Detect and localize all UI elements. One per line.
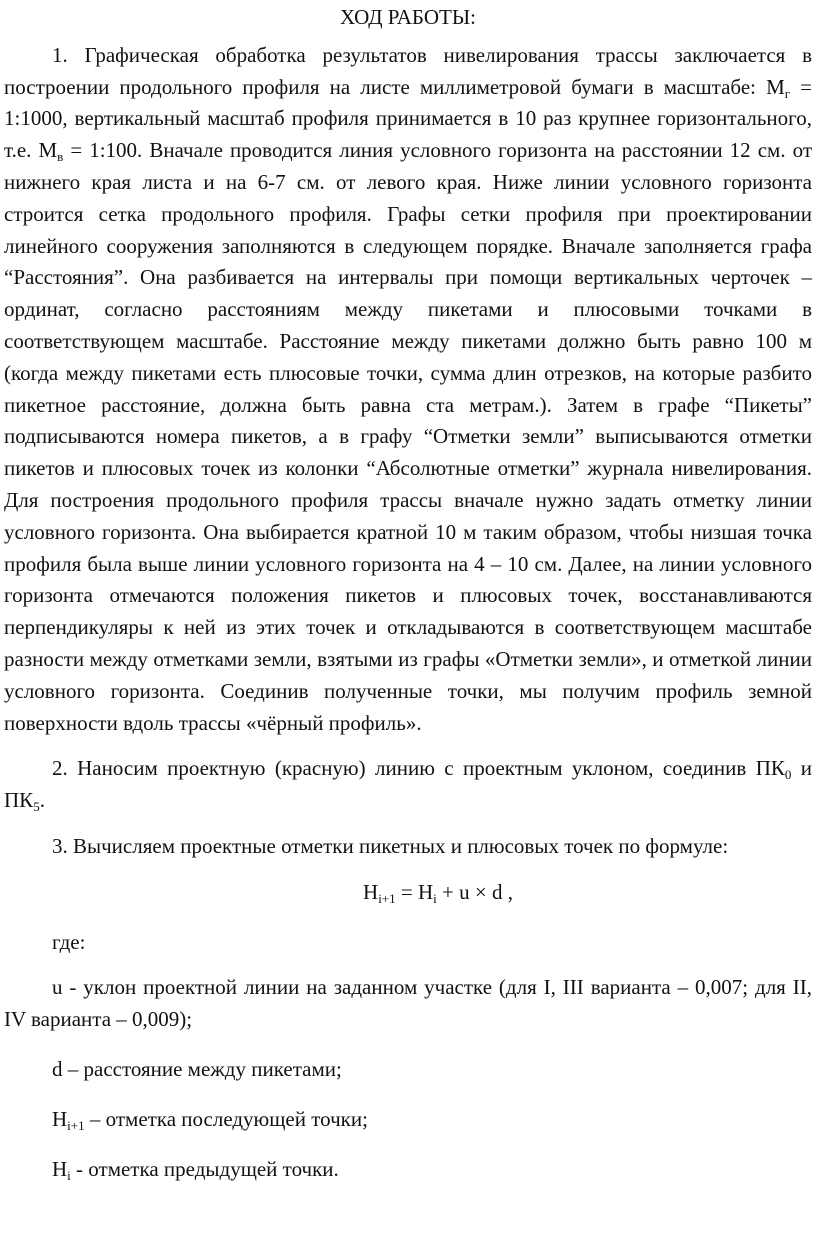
definition-h-prev bbox=[52, 1154, 812, 1186]
p1-text-c: = 1:100. Вначале проводится линия условного горизонта на расстоянии 12 см. от нижнего края листа и на 6-7 см. от левого края. Ниже линии условного горизонта строится сетка продольного профиля. Графы сетки профиля при проектировании линейного сооружения заполняются в следующем порядке. Вначале заполняется графа “Расстояния”. Она разбивается на интервалы при помощи вертикальных черточек – ординат, согласно расстояниям между пикетами и плюсовыми точками в соответствующем масштабе. Расстояние между пикетами должно быть равно 100 м (когда между пикетами есть плюсовые точки, сумма длин отрезков, на которые разбито пикетное расстояние, должна быть равна ста метрам.). Затем в графе “Пикеты” подписываются номера пикетов, а в графу “Отметки земли” выписываются отметки пикетов и плюсовых точек из колонки “Абсолютные отметки” журнала нивелирования. Для построения продольного профиля трассы вначале нужно задать отметку линии условного горизонта. Она выбирается кратной 10 м таким образом, чтобы низшая точка профиля была выше линии условного горизонта на 4 – 10 см. Далее, на линии условного горизонта отмечаются положения пикетов и плюсовых точек, восстанавливаются перпендикуляры к ней из этих точек и откладываются в соответствующем масштабе разности между отметками земли, взятыми из графы «Отметки земли», и отметкой линии условного горизонта. Соединив полученные точки, мы получим профиль земной поверхности вдоль трассы «чёрный профиль». bbox=[4, 138, 813, 735]
definition-u: u - уклон проектной линии на заданном участке (для I, III варианта – 0,007; для II, IV варианта – 0,009); bbox=[4, 975, 812, 1032]
formula-h1: Н bbox=[363, 879, 379, 904]
paragraph-3: 3. Вычисляем проектные отметки пикетных и плюсовых точек по формуле: bbox=[52, 833, 729, 858]
paragraph-1 bbox=[4, 40, 812, 740]
subscript-v: в bbox=[57, 149, 64, 165]
def-h-prev-sub: i bbox=[67, 1167, 71, 1183]
section-title: ХОД РАБОТЫ: bbox=[339, 5, 476, 29]
subscript-g: г bbox=[784, 85, 791, 101]
def-h-prev-letter: Н bbox=[52, 1156, 68, 1181]
paragraph-2 bbox=[4, 753, 812, 817]
subscript-0: 0 bbox=[784, 767, 792, 783]
def-h-next-sub: i+1 bbox=[67, 1117, 85, 1133]
p1-text-a: 1. Графическая обработка результатов нивелирования трассы заключается в построении продольного профиля на листе миллиметровой бумаги в масштабе: М bbox=[4, 42, 812, 99]
def-h-next-text: – отметка последующей точки; bbox=[84, 1106, 368, 1131]
subscript-5: 5 bbox=[33, 799, 40, 815]
formula-mid: = Н bbox=[395, 879, 434, 904]
p2-text-a: 2. Наносим проектную (красную) линию с проектным уклоном, соединив ПК bbox=[52, 756, 785, 781]
p2-text-b: и ПК bbox=[4, 756, 813, 813]
formula-rest: + u × d , bbox=[436, 879, 513, 904]
where-label: где: bbox=[52, 929, 86, 954]
p2-text-c: . bbox=[39, 788, 45, 813]
formula bbox=[4, 877, 812, 909]
formula-sub-1: i+1 bbox=[378, 890, 396, 906]
def-h-prev-text: - отметка предыдущей точки. bbox=[70, 1156, 339, 1181]
p1-text-b: = 1:1000, вертикальный масштаб профиля принимается в 10 раз крупнее горизонтального, т.е. М bbox=[4, 74, 813, 163]
def-h-next-letter: Н bbox=[52, 1106, 68, 1131]
definition-h-next bbox=[52, 1104, 812, 1136]
definition-d: d – расстояние между пикетами; bbox=[52, 1056, 342, 1081]
formula-sub-2: i bbox=[433, 890, 437, 906]
